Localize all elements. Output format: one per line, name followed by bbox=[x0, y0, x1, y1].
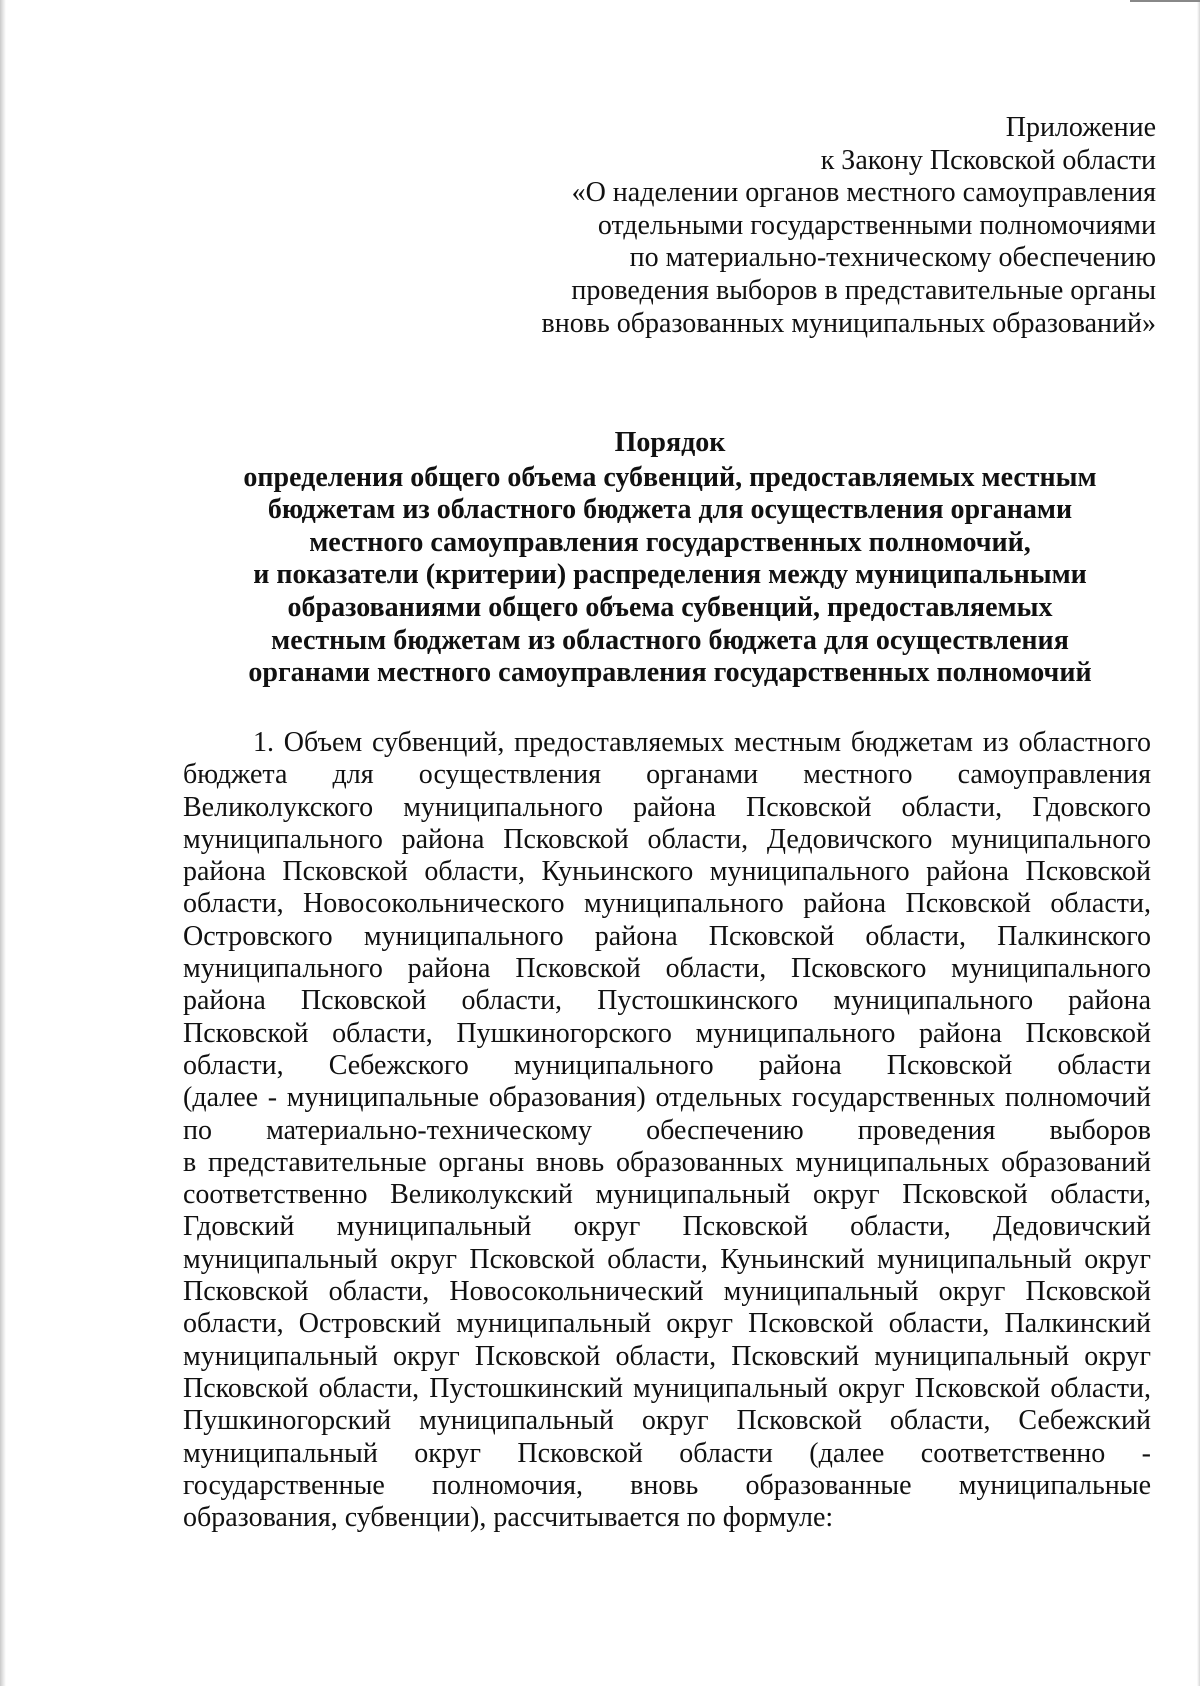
paragraph-line: Великолукского муниципального района Псковской области, Гдовского bbox=[183, 791, 1151, 823]
paragraph-line: муниципального района Псковской области, Дедовичского муниципального bbox=[183, 823, 1151, 855]
appendix-line: проведения выборов в представительные органы bbox=[571, 274, 1156, 306]
document-heading bbox=[180, 427, 1160, 690]
scan-edge-left bbox=[0, 0, 6, 1686]
appendix-line: к Закону Псковской области bbox=[820, 144, 1156, 176]
heading-title: Порядок bbox=[614, 427, 726, 458]
heading-line: органами местного самоуправления государственных полномочий bbox=[248, 657, 1092, 689]
paragraph-line: муниципальный округ Псковской области, Псковский муниципальный округ bbox=[183, 1340, 1151, 1372]
paragraph-line: Псковской области, Пушкиногорского муниципального района Псковской bbox=[183, 1017, 1151, 1049]
appendix-line: Приложение bbox=[1005, 112, 1156, 143]
paragraph-line: по материально-техническому обеспечению проведения выборов bbox=[183, 1114, 1151, 1146]
heading-line: бюджетам из областного бюджета для осуществления органами bbox=[267, 494, 1073, 526]
paragraph-line: муниципальный округ Псковской области (далее соответственно - bbox=[183, 1437, 1151, 1469]
scan-line-top bbox=[1130, 0, 1200, 2]
paragraph-line: Гдовский муниципальный округ Псковской области, Дедовичский bbox=[183, 1211, 1151, 1243]
paragraph-line: района Псковской области, Куньинского муниципального района Псковской bbox=[183, 856, 1151, 888]
heading-line: образованиями общего объема субвенций, предоставляемых bbox=[287, 591, 1053, 623]
paragraph-line: муниципального района Псковской области, Псковского муниципального bbox=[183, 953, 1151, 985]
paragraph-line: (далее - муниципальные образования) отдельных государственных полномочий bbox=[183, 1082, 1151, 1114]
paragraph-line: государственные полномочия, вновь образованные муниципальные bbox=[183, 1469, 1151, 1501]
paragraph-line: соответственно Великолукский муниципальный округ Псковской области, bbox=[183, 1179, 1151, 1211]
appendix-line: «О наделении органов местного самоуправления bbox=[571, 177, 1156, 209]
paragraph-1 bbox=[183, 727, 1151, 1534]
paragraph-line: области, Островский муниципальный округ Псковской области, Палкинский bbox=[183, 1308, 1151, 1340]
appendix-line: по материально-техническому обеспечению bbox=[629, 242, 1156, 274]
paragraph-line: области, Себежского муниципального района Псковской области bbox=[183, 1049, 1151, 1081]
heading-line: определения общего объема субвенций, предоставляемых местным bbox=[243, 461, 1097, 493]
appendix-line: вновь образованных муниципальных образований» bbox=[541, 307, 1156, 339]
paragraph-line: Псковской области, Пустошкинский муниципальный округ Псковской области, bbox=[183, 1372, 1151, 1404]
paragraph-line: муниципальный округ Псковской области, Куньинский муниципальный округ bbox=[183, 1243, 1151, 1275]
paragraph-line: Псковской области, Новосокольнический муниципальный округ Псковской bbox=[183, 1276, 1151, 1308]
appendix-header bbox=[456, 112, 1156, 340]
paragraph-line: области, Новосокольнического муниципального района Псковской области, bbox=[183, 888, 1151, 920]
heading-line: местным бюджетам из областного бюджета для осуществления bbox=[271, 624, 1069, 656]
paragraph-line: бюджета для осуществления органами местного самоуправления bbox=[183, 759, 1151, 791]
paragraph-line: в представительные органы вновь образованных муниципальных образований bbox=[183, 1146, 1151, 1178]
paragraph-line: образования, субвенции), рассчитывается по формуле: bbox=[183, 1502, 834, 1534]
heading-line: и показатели (критерии) распределения между муниципальными bbox=[253, 559, 1087, 591]
paragraph-line: Островского муниципального района Псковской области, Палкинского bbox=[183, 920, 1151, 952]
heading-line: местного самоуправления государственных полномочий, bbox=[309, 526, 1031, 558]
paragraph-line: 1. Объем субвенций, предоставляемых местным бюджетам из областного bbox=[253, 727, 1151, 758]
appendix-line: отдельными государственными полномочиями bbox=[597, 209, 1156, 241]
paragraph-line: района Псковской области, Пустошкинского муниципального района bbox=[183, 985, 1151, 1017]
paragraph-line: Пушкиногорский муниципальный округ Псковской области, Себежский bbox=[183, 1405, 1151, 1437]
